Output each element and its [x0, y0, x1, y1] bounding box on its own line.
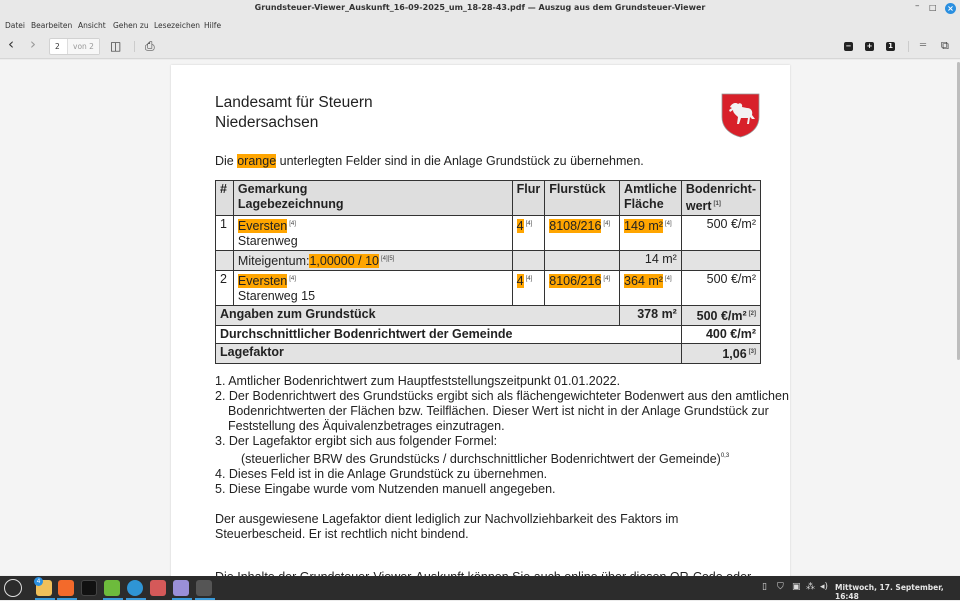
empty-cell: [681, 251, 760, 271]
timeshift-icon[interactable]: [127, 580, 143, 596]
gemeinde-brw-row: [216, 326, 761, 344]
lage-value: Starenweg: [237, 234, 298, 248]
row-gemarkung: [233, 216, 512, 251]
lagefaktor-cell: [681, 344, 760, 364]
menu-ansicht[interactable]: Ansicht: [78, 21, 106, 30]
window-title: Grundsteuer-Viewer_Auskunft_16-09-2025_um_18-28-43.pdf — Auszug aus dem Grundsteuer-Viewer: [254, 3, 706, 12]
toolbar-separator: [134, 41, 135, 52]
row-num: 2: [216, 271, 234, 306]
footnote-ref: [4]: [664, 276, 672, 282]
row-num: 1: [216, 216, 234, 251]
menu-hilfe[interactable]: Hilfe: [204, 21, 222, 30]
current-page-input[interactable]: 2: [50, 39, 68, 54]
header-gemarkung: [233, 181, 512, 216]
menu-bearbeiten[interactable]: Bearbeiten: [31, 21, 73, 30]
toolbar-separator: [908, 41, 909, 52]
footnote-ref: [4]: [603, 276, 611, 282]
footnote-1: 1. Amtlicher Bodenrichtwert zum Hauptfeststellungszeitpunkt 01.01.2022.: [215, 374, 621, 388]
gemarkung-value: Eversten: [237, 274, 288, 288]
footnotes-list: [215, 374, 790, 497]
footnote-4: 4. Dieses Feld ist in die Anlage Grundstück zu übernehmen.: [215, 467, 548, 481]
miteigentum-flaeche: 14 m²: [620, 251, 682, 271]
text-editor-icon[interactable]: [173, 580, 189, 596]
header-flur: Flur: [512, 181, 545, 216]
sidebar-toggle-icon[interactable]: ◫: [110, 39, 122, 53]
flurstueck-value: 8108/216: [549, 219, 602, 233]
header-flaeche-2: Fläche: [624, 197, 664, 211]
row-flurstueck: [545, 271, 620, 306]
intro-part: Die: [215, 154, 238, 168]
miteigentum-cell: [233, 251, 512, 271]
zoom-in-button[interactable]: +: [866, 42, 873, 50]
row-flurstueck: [545, 216, 620, 251]
header-flurstueck: Flurstück: [545, 181, 620, 216]
row-flur: [512, 216, 545, 251]
header-flaeche: [620, 181, 682, 216]
empty-cell: [545, 251, 620, 271]
footnote-ref: [2]: [748, 311, 756, 317]
total-pages-label: von 2: [68, 39, 99, 54]
zoom-reset-button[interactable]: 1: [886, 42, 895, 51]
menu-datei[interactable]: Datei: [5, 21, 26, 30]
header-brw: [681, 181, 760, 216]
terminal-icon[interactable]: [81, 580, 97, 596]
footnote-ref: [4]: [289, 276, 296, 282]
network-tray-icon[interactable]: ⁂: [806, 582, 815, 592]
flurstueck-value: 8106/216: [549, 274, 602, 288]
gemeinde-brw-value: 400 €/m²: [681, 326, 760, 344]
footnote-ref: [4]: [525, 276, 533, 282]
footnote-5: 5. Diese Eingabe wurde vom Nutzenden manuell angegeben.: [215, 482, 556, 496]
org-line-2: Niedersachsen: [215, 114, 319, 131]
formula-text: (steuerlicher BRW des Grundstücks / durchschnittlicher Bodenrichtwert der Gemeinde): [241, 452, 721, 466]
empty-cell: [216, 251, 234, 271]
files-badge: 4: [34, 577, 43, 586]
empty-cell: [512, 251, 545, 271]
miteigentum-label: Miteigentum:: [237, 254, 310, 268]
update-shield-tray-icon[interactable]: ⛉: [777, 582, 784, 592]
flaeche-value: 364 m²: [624, 274, 663, 288]
clipboard-tray-icon[interactable]: ▯: [762, 582, 767, 592]
continuous-mode-icon[interactable]: ═: [920, 40, 927, 51]
calculator-icon[interactable]: [196, 580, 212, 596]
toolbar: [0, 34, 960, 59]
header-brw-2: wert: [685, 199, 712, 213]
row-gemarkung: [233, 271, 512, 306]
clock[interactable]: Mittwoch, 17. September, 16:48: [835, 583, 944, 601]
gemeinde-label: Durchschnittlicher Bodenrichtwert der Gemeinde: [216, 326, 682, 344]
org-line-1: Landesamt für Steuern: [215, 94, 373, 111]
summary-brw-value: 500 €/m²: [696, 309, 747, 323]
table-header-row: [216, 181, 761, 216]
table-row: [216, 271, 761, 306]
intro-highlight: orange: [237, 154, 277, 168]
pdf-page: [171, 65, 790, 580]
header-lage-label: Lagebezeichnung: [237, 197, 344, 211]
row-flaeche: [620, 271, 682, 306]
flur-value: 4: [516, 219, 524, 233]
formula-exponent: 0,3: [720, 453, 730, 459]
minimize-button[interactable]: –: [915, 1, 920, 11]
volume-tray-icon[interactable]: ◂): [820, 582, 829, 592]
workspace-tray-icon[interactable]: ▣: [792, 582, 801, 592]
maximize-button[interactable]: □: [929, 3, 937, 12]
mint-menu-icon[interactable]: [4, 579, 22, 597]
lagefaktor-label: Lagefaktor: [216, 344, 682, 364]
row-brw: 500 €/m²: [681, 216, 760, 251]
footnote-ref: [4]: [525, 221, 533, 227]
footnote-ref: [4]: [664, 221, 672, 227]
menu-lesezeichen[interactable]: Lesezeichen: [154, 21, 201, 30]
print-icon[interactable]: ⎙: [145, 39, 155, 53]
lagefaktor-value: 1,06: [722, 347, 747, 361]
dual-page-icon[interactable]: ⧉: [941, 39, 949, 52]
title-bar: [0, 0, 960, 18]
footnote-2: 2. Der Bodenrichtwert des Grundstücks ergibt sich als flächengewichteter Bodenwert aus den amtlichen Bodenrichtwerten der Flächen bzw. Teilflächen. Dieser Wert ist nicht in der Anlage Grundstück zur Feststellung des Äquivalenzbetrages einzutragen.: [215, 389, 789, 433]
footnote-ref: [4]: [603, 221, 611, 227]
lower-saxony-crest-icon: [721, 93, 760, 138]
close-button[interactable]: ×: [945, 3, 956, 14]
zoom-out-button[interactable]: −: [845, 42, 852, 50]
footnote-ref: [4]: [289, 221, 296, 227]
row-flaeche: [620, 216, 682, 251]
miteigentum-value: 1,00000 / 10: [309, 254, 379, 268]
footnote-ref: [4][5]: [380, 256, 395, 262]
header-num: #: [216, 181, 234, 216]
footnote-ref: [1]: [713, 201, 721, 207]
document-viewer-taskbar-icon[interactable]: [150, 580, 166, 596]
flaeche-value: 149 m²: [624, 219, 663, 233]
next-page-icon[interactable]: ›: [30, 35, 36, 53]
software-manager-icon[interactable]: [104, 580, 120, 596]
firefox-icon[interactable]: [58, 580, 74, 596]
summary-flaeche: 378 m²: [620, 306, 682, 326]
disclaimer-text: Der ausgewiesene Lagefaktor dient lediglich zur Nachvollziehbarkeit des Faktors im Steuerbescheid. Er ist rechtlich nicht bindend.: [215, 512, 679, 541]
intro-text: [215, 154, 644, 168]
previous-page-icon[interactable]: ‹: [8, 35, 14, 53]
taskbar: [0, 576, 960, 600]
summary-brw: [681, 306, 760, 326]
footnote-3: [215, 434, 790, 467]
header-brw-1: Bodenricht-: [685, 182, 756, 196]
footnote-ref: [3]: [748, 349, 756, 355]
intro-part: unterlegten Felder sind in die Anlage Grundstück zu übernehmen.: [276, 154, 644, 168]
row-flur: [512, 271, 545, 306]
header-gemarkung-label: Gemarkung: [237, 182, 308, 196]
page-number-field[interactable]: [49, 38, 100, 55]
menu-bar: [0, 18, 960, 34]
row-brw: 500 €/m²: [681, 271, 760, 306]
lagefaktor-row: [216, 344, 761, 364]
summary-label: Angaben zum Grundstück: [216, 306, 620, 326]
parcel-table: [215, 180, 761, 364]
table-row: [216, 216, 761, 251]
miteigentum-row: [216, 251, 761, 271]
organization-name: [215, 93, 373, 133]
gemarkung-value: Eversten: [237, 219, 288, 233]
lage-value: Starenweg 15: [237, 289, 316, 303]
menu-gehen-zu[interactable]: Gehen zu: [113, 21, 149, 30]
footnote-3-text: 3. Der Lagefaktor ergibt sich aus folgender Formel:: [215, 434, 498, 448]
flur-value: 4: [516, 274, 524, 288]
header-flaeche-1: Amtliche: [624, 182, 677, 196]
summary-grundstueck-row: [216, 306, 761, 326]
